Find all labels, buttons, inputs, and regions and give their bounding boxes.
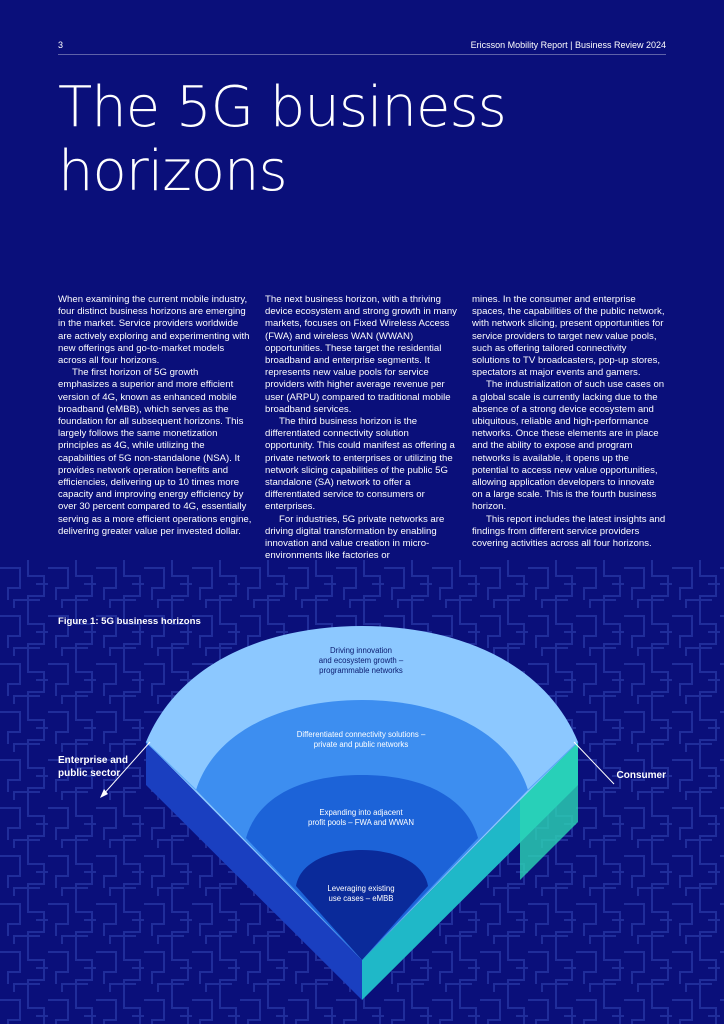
ring-label-embb (296, 884, 426, 904)
paragraph: The first horizon of 5G growth emphasizes a superior and more efficient version of 4G, known as enhanced mobile broadband (eMBB), which serves as the foundation for all subsequent horizons. This largely follows the same monetization principles as 4G, while utilizing the capabilities of 5G non-standalone (NSA). It provides network operation benefits and efficiencies, delivering up to 10 times more capacity and improving energy efficiency by over 30 percent compared to 4G, essentially serving as a more efficient operations engine, delivering greater value per invested dollar. (58, 367, 252, 537)
page-header (58, 36, 666, 55)
running-title: Ericsson Mobility Report | Business Review 2024 (470, 40, 666, 50)
page-number: 3 (58, 40, 64, 50)
ring-label-line: Driving innovation (330, 646, 392, 655)
ring-label-differentiated-connectivity (276, 730, 446, 750)
paragraph: The third business horizon is the differentiated connectivity solution opportunity. This could manifest as offering a private network to enterprises or utilizing the network slicing capabilities of the public 5G standalone (SA) network to offer a differentiated service to consumers or enterprises. (265, 416, 455, 513)
paragraph: The industrialization of such use cases on a global scale is currently lacking due to the absence of a strong device ecosystem and ubiquitous, reliable and high-performance networks. Once these elements are in place and the ability to expose and program networks is available, it opens up the potential to access new value opportunities, allowing application developers to innovate on a large scale. This is the fourth business horizon. (472, 379, 665, 513)
ring-label-line: and ecosystem growth – (318, 656, 404, 665)
ring-label-line: Leveraging existing (327, 884, 395, 893)
page-title-line-2: horizons (58, 139, 287, 204)
ring-label-line: Differentiated connectivity solutions – (296, 730, 426, 739)
enterprise-label (58, 754, 128, 780)
figure-caption: Figure 1: 5G business horizons (58, 616, 201, 627)
page-title (58, 76, 658, 204)
ring-label-line: profit pools – FWA and WWAN (307, 818, 414, 827)
paragraph: mines. In the consumer and enterprise spaces, the capabilities of the public network, with network slicing, present opportunities for service providers to target new value pools, such as offering tailored connectivity solutions to TV broadcasters, pop-up stores, spectators at major events and gamers. (472, 294, 665, 379)
enterprise-label-line-1: Enterprise and (58, 755, 129, 766)
ring-label-adjacent-profit-pools (286, 808, 436, 828)
page-title-line-1: The 5G business (58, 75, 506, 140)
paragraph: For industries, 5G private networks are driving digital transformation by enabling innovation and value creation in micro-environments like factories or (265, 513, 445, 562)
horizons-diagram (0, 560, 724, 1024)
ring-label-programmable-networks (286, 646, 436, 676)
ring-label-line: use cases – eMBB (328, 894, 394, 903)
paragraph: When examining the current mobile industry, four distinct business horizons are emerging in the market. Service providers worldwide are actively exploring and experimenting with new offerings and go-to-market models across all four horizons. (58, 294, 250, 367)
ring-label-line: private and public networks (313, 740, 409, 749)
text-column-1 (58, 294, 252, 538)
ring-label-line: programmable networks (319, 666, 403, 675)
text-column-2 (265, 294, 459, 562)
ring-label-line: Expanding into adjacent (319, 808, 403, 817)
paragraph: This report includes the latest insights and findings from different service providers covering activities across all four horizons. (472, 513, 666, 550)
enterprise-label-line-2: public sector (58, 768, 121, 779)
text-column-3 (472, 294, 666, 550)
consumer-label: Consumer (616, 770, 666, 781)
paragraph: The next business horizon, with a thriving device ecosystem and strong growth in many markets, focuses on Fixed Wireless Access (FWA) and wireless WAN (WWAN) opportunities. These target the residential broadband and enterprise segments. It represents new value pools for service providers with higher average revenue per user (ARPU) compared to traditional mobile broadband services. (265, 294, 457, 415)
